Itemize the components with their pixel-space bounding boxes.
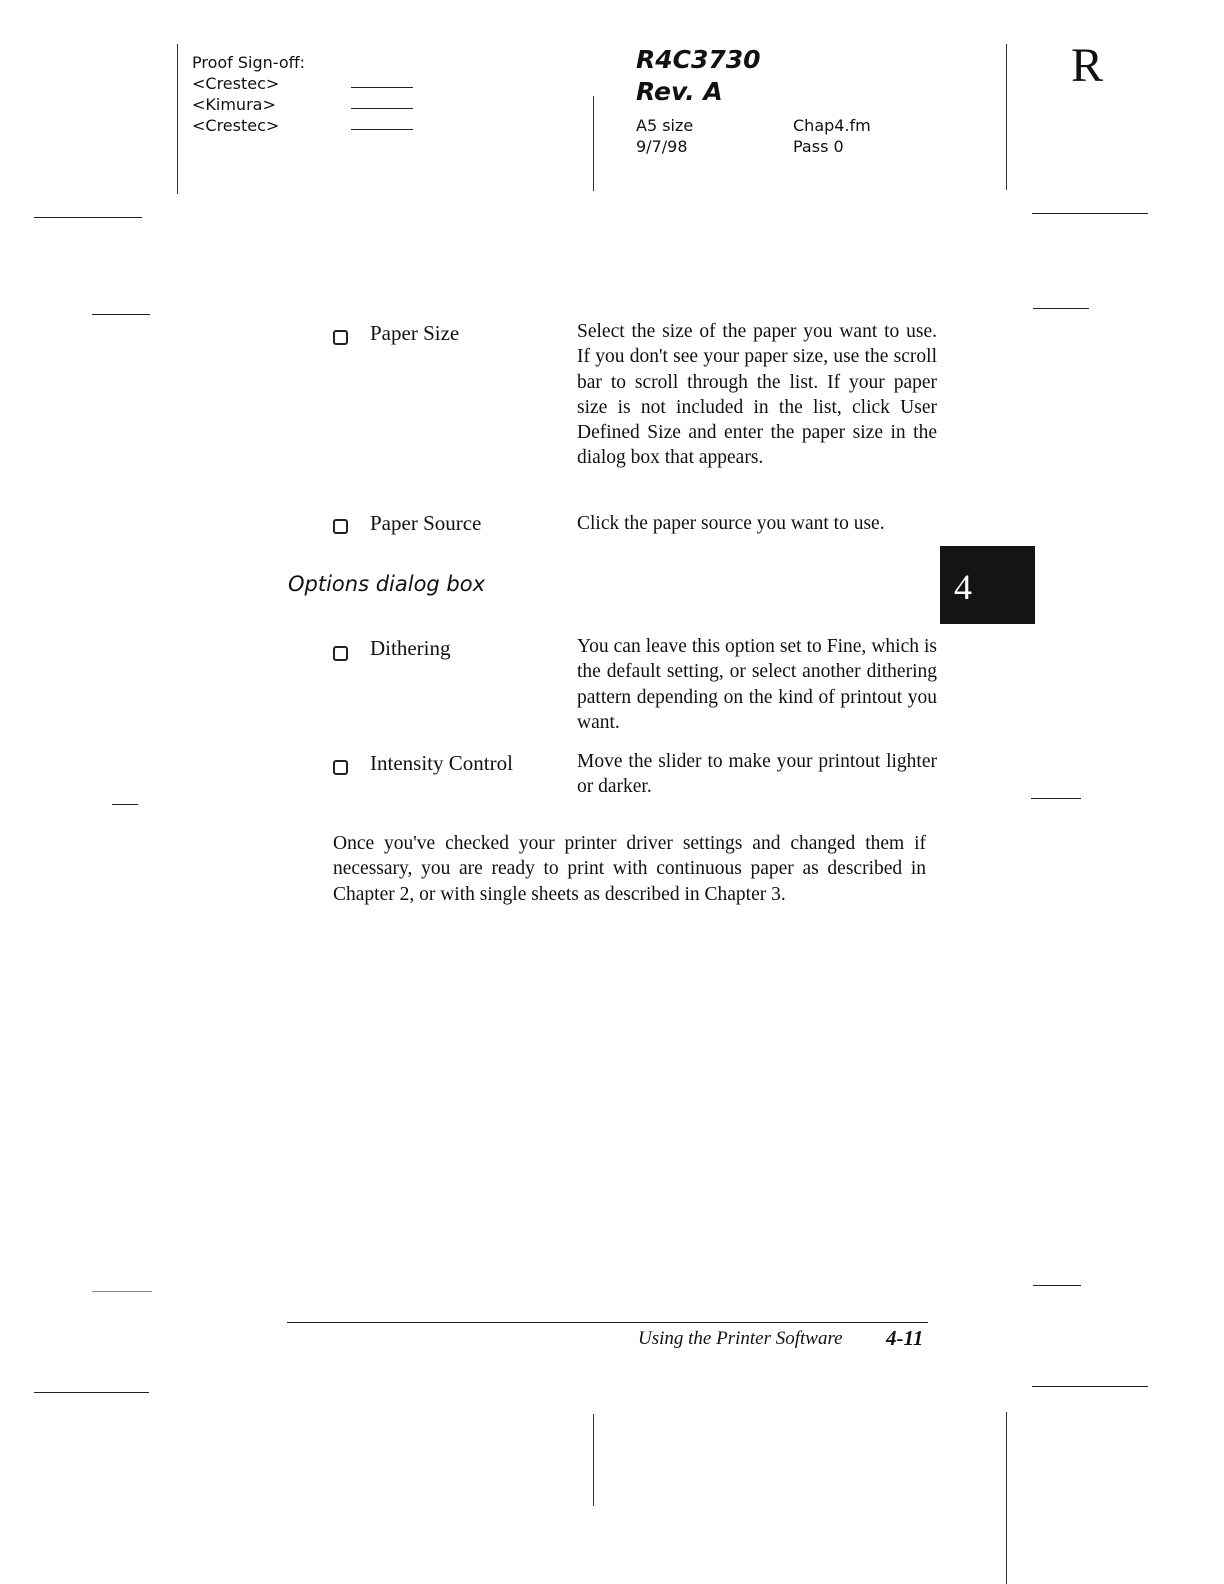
item-label-paper-source: Paper Source [370,511,482,535]
signer-1: <Crestec> [192,74,280,93]
proof-signoff [192,52,305,136]
doc-size: A5 size [636,116,694,135]
margin-mark [1033,308,1089,309]
item-label-paper-size: Paper Size [370,321,460,345]
margin-mark [1033,1285,1081,1286]
doc-pass: Pass 0 [793,137,844,156]
corner-letter: R [1071,39,1104,92]
crop-mark [1032,1386,1148,1387]
item-label-intensity-control: Intensity Control [370,751,513,775]
checkbox-bullet-icon [333,646,348,661]
chapter-tab-number: 4 [954,567,972,607]
item-desc-paper-source: Click the paper source you want to use. [577,513,885,534]
item-desc-paper-size: Select the size of the paper you want to use. If you don't see your paper size, use the scroll bar to scroll through the list. If your paper size is not included in the list, click User Defined Size and enter the paper size in the dialog box that appears. [577,321,937,469]
margin-mark [92,314,150,315]
doc-code: R4C3730 [636,45,761,74]
footer-rule [287,1322,928,1323]
chapter-tab [940,546,1035,624]
checkbox-bullet-icon [333,519,348,534]
margin-mark [1031,798,1081,799]
signer-3: <Crestec> [192,116,280,135]
checkbox-bullet-icon [333,760,348,775]
section-heading: Options dialog box [288,572,486,596]
checkbox-bullet-icon [333,330,348,345]
crop-mark [34,1392,149,1393]
doc-revision: Rev. A [636,77,723,106]
margin-mark [112,804,138,805]
header-right-rule [1006,44,1007,190]
bottom-right-rule [1006,1412,1007,1584]
item-label-dithering: Dithering [370,636,451,660]
closing-paragraph: Once you've checked your printer driver settings and changed them if necessary, you are ready to print with continuous paper as described in Chapter 2, or with single sheets as described in Chapter 3. [333,833,926,905]
doc-file: Chap4.fm [793,116,871,135]
doc-date: 9/7/98 [636,137,688,156]
crop-mark [34,217,142,218]
left-margin-rule [177,44,178,194]
bottom-center-rule [593,1414,594,1506]
page-number: 4-11 [886,1326,924,1350]
margin-mark [92,1291,152,1292]
footer-title: Using the Printer Software [638,1328,843,1349]
item-desc-dithering: You can leave this option set to Fine, which is the default setting, or select another dithering pattern depending on the kind of printout you want. [577,636,937,733]
signoff-line-2 [351,108,413,109]
item-desc-intensity-control: Move the slider to make your printout lighter or darker. [577,751,937,798]
signoff-line-1 [351,87,413,88]
header-center-rule [593,96,594,191]
proof-title: Proof Sign-off: [192,53,306,72]
signer-2: <Kimura> [192,95,276,114]
signoff-line-3 [351,129,413,130]
crop-mark [1032,213,1148,214]
